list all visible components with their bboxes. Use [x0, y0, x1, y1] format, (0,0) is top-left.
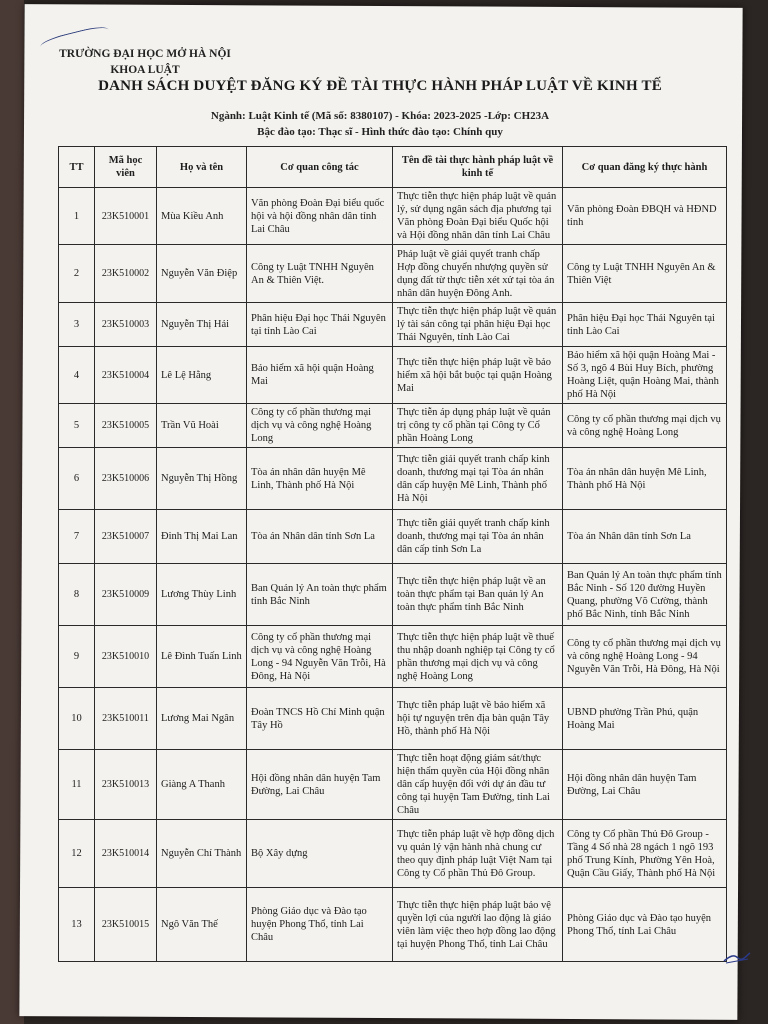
cell-practice: Phòng Giáo dục và Đào tạo huyện Phong Thổ, tỉnh Lai Châu — [563, 888, 727, 962]
institution-header — [45, 46, 245, 78]
cell-practice: Công ty Luật TNHH Nguyên An & Thiên Việt — [563, 245, 727, 303]
table-row — [59, 626, 727, 688]
cell-workplace: Công ty cổ phần thương mại dịch vụ và công nghệ Hoàng Long — [247, 404, 393, 448]
cell-workplace: Văn phòng Đoàn Đại biểu quốc hội và hội đồng nhân dân tỉnh Lai Châu — [247, 188, 393, 245]
cell-name: Nguyễn Thị Hải — [157, 303, 247, 347]
cell-name: Lê Lệ Hằng — [157, 347, 247, 404]
cell-tt: 2 — [59, 245, 95, 303]
cell-name: Mùa Kiều Anh — [157, 188, 247, 245]
cell-code: 23K510013 — [95, 750, 157, 820]
table-row — [59, 448, 727, 510]
table-row — [59, 404, 727, 448]
cell-tt: 9 — [59, 626, 95, 688]
cell-topic: Thực tiễn pháp luật về bảo hiểm xã hội tự nguyện trên địa bàn quận Tây Hồ, thành phố Hà Nội — [393, 688, 563, 750]
document-title: DANH SÁCH DUYỆT ĐĂNG KÝ ĐỀ TÀI THỰC HÀNH PHÁP LUẬT VỀ KINH TẾ — [98, 78, 662, 94]
cell-tt: 3 — [59, 303, 95, 347]
cell-code: 23K510002 — [95, 245, 157, 303]
header-practice: Cơ quan đăng ký thực hành — [563, 147, 727, 188]
table-row — [59, 888, 727, 962]
cell-name: Nguyễn Chí Thành — [157, 820, 247, 888]
cell-practice: Công ty cổ phần thương mại dịch vụ và công nghệ Hoàng Long — [563, 404, 727, 448]
header-name: Họ và tên — [157, 147, 247, 188]
cell-workplace: Hội đồng nhân dân huyện Tam Đường, Lai Châu — [247, 750, 393, 820]
cell-topic: Thực tiễn giải quyết tranh chấp kinh doanh, thương mại tại Tòa án nhân dân cấp huyện Mê Linh, Thành phố Hà Nội — [393, 448, 563, 510]
cell-tt: 11 — [59, 750, 95, 820]
cell-topic: Thực tiễn thực hiện pháp luật bảo vệ quyền lợi của người lao động là giáo viên làm việc theo hợp đồng lao động tại huyện Phong Thổ, tỉnh Lai Châu — [393, 888, 563, 962]
cell-workplace: Đoàn TNCS Hồ Chí Minh quận Tây Hồ — [247, 688, 393, 750]
cell-code: 23K510001 — [95, 188, 157, 245]
header-topic: Tên đề tài thực hành pháp luật về kinh tế — [393, 147, 563, 188]
cell-workplace: Bảo hiểm xã hội quận Hoàng Mai — [247, 347, 393, 404]
cell-practice: Hội đồng nhân dân huyện Tam Đường, Lai Châu — [563, 750, 727, 820]
cell-topic: Thực tiễn thực hiện pháp luật về thuế thu nhập doanh nghiệp tại Công ty cổ phần thương mại dịch vụ và công nghệ Hoàng Long — [393, 626, 563, 688]
cell-tt: 7 — [59, 510, 95, 564]
table-row — [59, 688, 727, 750]
cell-topic: Pháp luật về giải quyết tranh chấp Hợp đồng chuyển nhượng quyền sử dụng đất từ thực tiễn xét xử tại tòa án nhân dân huyện Đông Anh. — [393, 245, 563, 303]
cell-code: 23K510009 — [95, 564, 157, 626]
table-row — [59, 510, 727, 564]
cell-code: 23K510003 — [95, 303, 157, 347]
registration-table — [58, 146, 727, 962]
table-row — [59, 820, 727, 888]
program-info: Ngành: Luật Kinh tế (Mã số: 8380107) - Khóa: 2023-2025 -Lớp: CH23A — [210, 110, 550, 122]
cell-code: 23K510007 — [95, 510, 157, 564]
cell-tt: 8 — [59, 564, 95, 626]
table-row — [59, 750, 727, 820]
cell-tt: 5 — [59, 404, 95, 448]
cell-code: 23K510006 — [95, 448, 157, 510]
table-row — [59, 245, 727, 303]
cell-workplace: Bộ Xây dựng — [247, 820, 393, 888]
cell-practice: Tòa án Nhân dân tỉnh Sơn La — [563, 510, 727, 564]
university-name: TRƯỜNG ĐẠI HỌC MỞ HÀ NỘI — [59, 48, 231, 60]
cell-workplace: Công ty cổ phần thương mại dịch vụ và công nghệ Hoàng Long - 94 Nguyễn Văn Trỗi, Hà Đông, Hà Nội — [247, 626, 393, 688]
cell-topic: Thực tiễn thực hiện pháp luật về an toàn thực phẩm tại Ban quản lý An toàn thực phẩm tỉnh Bắc Ninh — [393, 564, 563, 626]
cell-tt: 12 — [59, 820, 95, 888]
header-workplace: Cơ quan công tác — [247, 147, 393, 188]
cell-name: Lương Mai Ngân — [157, 688, 247, 750]
cell-practice: Ban Quản lý An toàn thực phẩm tỉnh Bắc Ninh - Số 120 đường Huyền Quang, phường Võ Cường, thành phố Bắc Ninh, tỉnh Bắc Ninh — [563, 564, 727, 626]
cell-topic: Thực tiễn pháp luật về hợp đồng dịch vụ quản lý vận hành nhà chung cư theo quy định pháp luật Việt Nam tại Công ty Cổ phần Thủ Đô Group. — [393, 820, 563, 888]
cell-tt: 10 — [59, 688, 95, 750]
table-header-row — [59, 147, 727, 188]
cell-practice: Tòa án nhân dân huyện Mê Linh, Thành phố Hà Nội — [563, 448, 727, 510]
table-row — [59, 564, 727, 626]
cell-practice: Phân hiệu Đại học Thái Nguyên tại tỉnh Lào Cai — [563, 303, 727, 347]
cell-practice: Văn phòng Đoàn ĐBQH và HĐND tỉnh — [563, 188, 727, 245]
cell-practice: Công ty cổ phần thương mại dịch vụ và công nghệ Hoàng Long - 94 Nguyễn Văn Trỗi, Hà Đông, Hà Nội — [563, 626, 727, 688]
header-tt: TT — [59, 147, 95, 188]
table-row — [59, 188, 727, 245]
cell-practice: UBND phường Trần Phú, quận Hoàng Mai — [563, 688, 727, 750]
table-row — [59, 303, 727, 347]
cell-name: Giàng A Thanh — [157, 750, 247, 820]
cell-tt: 13 — [59, 888, 95, 962]
faculty-name: KHOA LUẬT — [110, 64, 180, 76]
cell-code: 23K510011 — [95, 688, 157, 750]
cell-name: Lê Đình Tuấn Linh — [157, 626, 247, 688]
cell-name: Nguyễn Thị Hồng — [157, 448, 247, 510]
cell-topic: Thực tiễn áp dụng pháp luật về quản trị công ty cổ phần tại Công ty Cổ phần Hoàng Long — [393, 404, 563, 448]
table-row — [59, 347, 727, 404]
cell-name: Ngô Văn Thế — [157, 888, 247, 962]
cell-workplace: Tòa án nhân dân huyện Mê Linh, Thành phố Hà Nội — [247, 448, 393, 510]
cell-name: Nguyễn Văn Điệp — [157, 245, 247, 303]
cell-practice: Bảo hiểm xã hội quận Hoàng Mai - Số 3, ngõ 4 Bùi Huy Bích, phường Hoàng Liệt, quận Hoàng Mai, thành phố Hà Nội — [563, 347, 727, 404]
cell-name: Đinh Thị Mai Lan — [157, 510, 247, 564]
cell-workplace: Phân hiệu Đại học Thái Nguyên tại tỉnh Lào Cai — [247, 303, 393, 347]
cell-name: Lương Thùy Linh — [157, 564, 247, 626]
cell-workplace: Công ty Luật TNHH Nguyên An & Thiên Việt. — [247, 245, 393, 303]
cell-practice: Công ty Cổ phần Thủ Đô Group - Tầng 4 Số nhà 28 ngách 1 ngõ 193 phố Trung Kính, Phường Yên Hoà, Quận Cầu Giấy, Thành phố Hà Nội — [563, 820, 727, 888]
cell-workplace: Tòa án Nhân dân tỉnh Sơn La — [247, 510, 393, 564]
cell-tt: 1 — [59, 188, 95, 245]
cell-name: Trần Vũ Hoài — [157, 404, 247, 448]
cell-topic: Thực tiễn giải quyết tranh chấp kinh doanh, thương mại tại Tòa án nhân dân cấp tỉnh Sơn La — [393, 510, 563, 564]
cell-tt: 6 — [59, 448, 95, 510]
cell-code: 23K510005 — [95, 404, 157, 448]
signature-mark-icon — [722, 950, 752, 964]
cell-tt: 4 — [59, 347, 95, 404]
cell-topic: Thực tiễn hoạt động giám sát/thực hiện thẩm quyền của Hội đồng nhân dân cấp huyện đối với dự án đầu tư công tại huyện Tam Đường, tỉnh Lai Châu — [393, 750, 563, 820]
cell-code: 23K510015 — [95, 888, 157, 962]
cell-workplace: Ban Quản lý An toàn thực phẩm tỉnh Bắc Ninh — [247, 564, 393, 626]
cell-code: 23K510004 — [95, 347, 157, 404]
cell-workplace: Phòng Giáo dục và Đào tạo huyện Phong Thổ, tỉnh Lai Châu — [247, 888, 393, 962]
cell-topic: Thực tiễn thực hiện pháp luật về quản lý, sử dụng ngân sách địa phương tại Văn phòng Đoàn Đại biểu Quốc hội và Hội đồng nhân dân tỉnh Lai Châu — [393, 188, 563, 245]
cell-topic: Thực tiễn thực hiện pháp luật về bảo hiểm xã hội bắt buộc tại quận Hoàng Mai — [393, 347, 563, 404]
cell-topic: Thực tiễn thực hiện pháp luật về quản lý tài sản công tại phân hiệu Đại học Thái Nguyên, tỉnh Lào Cai — [393, 303, 563, 347]
cell-code: 23K510010 — [95, 626, 157, 688]
header-code: Mã học viên — [95, 147, 157, 188]
cell-code: 23K510014 — [95, 820, 157, 888]
training-info: Bậc đào tạo: Thạc sĩ - Hình thức đào tạo: Chính quy — [257, 126, 503, 138]
